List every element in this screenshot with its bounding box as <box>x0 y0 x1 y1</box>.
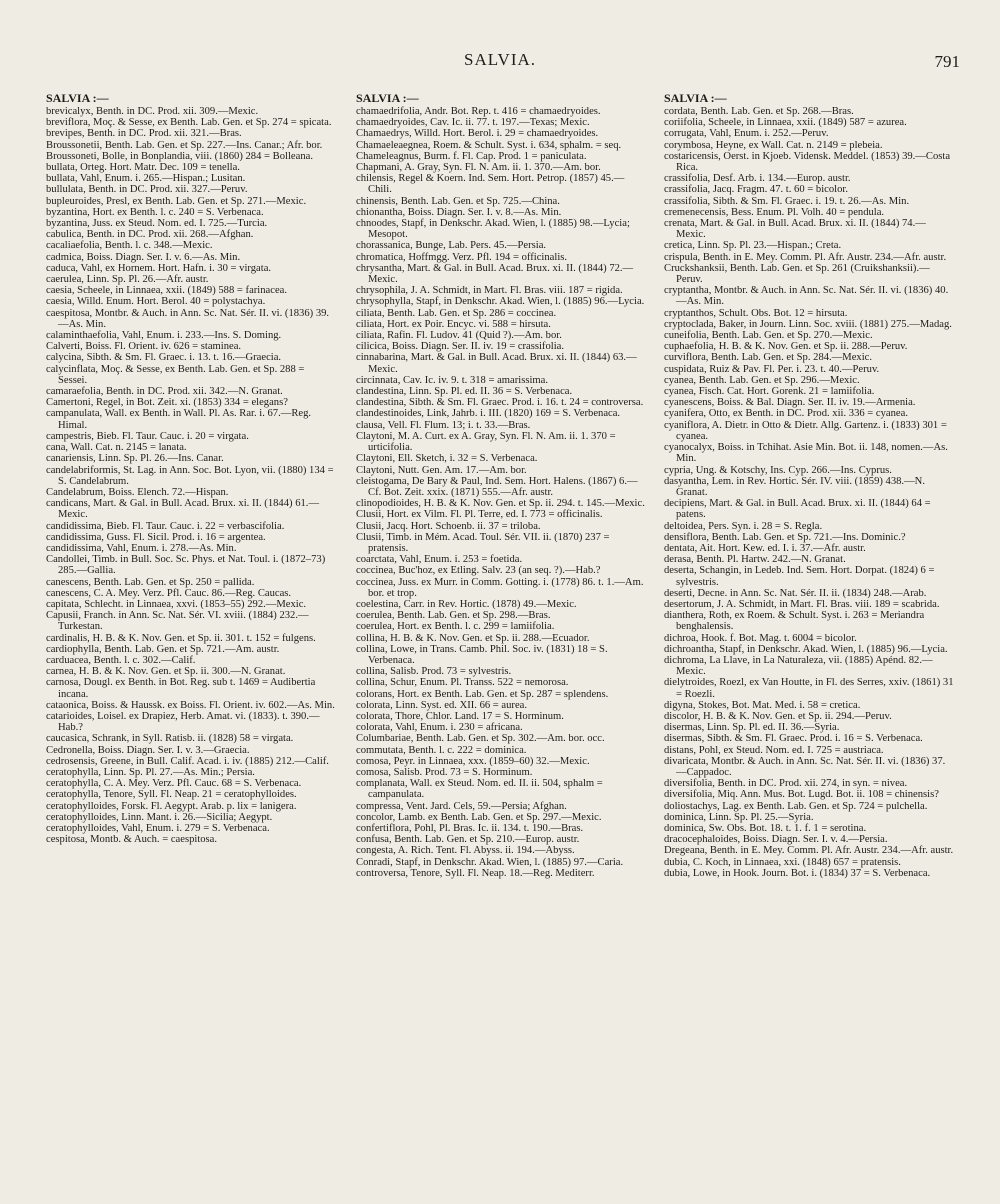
index-entry: chinensis, Benth. Lab. Gen. et Sp. 725.—China. <box>356 195 560 207</box>
page-number: 791 <box>934 52 960 71</box>
index-entry: corymbosa, Heyne, ex Wall. Cat. n. 2149 = plebeia. <box>664 139 883 151</box>
index-entry: dominica, Sw. Obs. Bot. 18. t. 1. f. 1 = serotina. <box>664 823 867 834</box>
index-entry: chnoodes, Stapf, in Denkschr. Akad. Wien, l. (1885) 98.—Lycia; Mesopot. <box>356 218 630 241</box>
index-entry: cordata, Benth. Lab. Gen. et Sp. 268.—Bras. <box>664 106 854 117</box>
entry-list <box>46 106 336 845</box>
index-entry: Columbariae, Benth. Lab. Gen. et Sp. 302.—Am. bor. occ. <box>356 733 605 745</box>
column-1 <box>46 92 336 845</box>
index-entry: cyanocalyx, Boiss. in Tchihat. Asie Min. Bot. ii. 148, nomen.—As. Min. <box>664 442 948 465</box>
page-header <box>0 50 1000 74</box>
index-entry: circinnata, Cav. Ic. iv. 9. t. 318 = amarissima. <box>356 374 548 386</box>
index-entry: Chamaedrys, Willd. Hort. Berol. i. 29 = chamaedryoides. <box>356 128 599 140</box>
index-entry: ciliata, Hort. ex Poir. Encyc. vi. 588 = hirsuta. <box>356 318 551 330</box>
index-entry: cuneifolia, Benth. Lab. Gen. et Sp. 270.—Mexic. <box>664 330 873 342</box>
column-heading: SALVIA :— <box>664 91 727 105</box>
index-entry: Claytoni, Nutt. Gen. Am. 17.—Am. bor. <box>356 464 527 476</box>
index-entry: cedrosensis, Greene, in Bull. Calif. Acad. i. iv. (1885) 212.—Calif. <box>46 755 329 767</box>
index-entry: cretica, Linn. Sp. Pl. 23.—Hispan.; Creta. <box>664 240 842 252</box>
index-entry: colorans, Hort. ex Benth. Lab. Gen. et Sp. 287 = splendens. <box>356 688 609 700</box>
index-entry: decipiens, Mart. & Gal. in Bull. Acad. Brux. xi. II. (1844) 64 = patens. <box>664 498 931 521</box>
index-entry: clandestina, Sibth. & Sm. Fl. Graec. Prod. i. 16. t. 24 = controversa. <box>356 397 644 409</box>
index-entry: cryptantha, Montbr. & Auch. in Ann. Sc. Nat. Sér. II. vi. (1836) 40.—As. Min. <box>664 285 949 308</box>
index-entry: collina, Lowe, in Trans. Camb. Phil. Soc. iv. (1831) 18 = S. Verbenaca. <box>356 643 608 666</box>
index-entry: caucasica, Schrank, in Syll. Ratisb. ii. (1828) 58 = virgata. <box>46 733 294 745</box>
index-entry: cremenecensis, Bess. Enum. Pl. Volh. 40 = pendula. <box>664 206 885 218</box>
index-entry: comosa, Peyr. in Linnaea, xxx. (1859–60) 32.—Mexic. <box>356 755 590 767</box>
index-entry: complanata, Wall. ex Steud. Nom. ed. II. ii. 504, sphalm = campanulata. <box>356 778 603 801</box>
index-entry: cana, Wall. Cat. n. 2145 = lanata. <box>46 442 187 454</box>
index-entry: ciliata, Rafin. Fl. Ludov. 41 (Quid ?).—Am. bor. <box>356 330 562 342</box>
index-entry: coriifolia, Scheele, in Linnaea, xxii. (1849) 587 = azurea. <box>664 117 907 129</box>
index-entry: caesia, Scheele, in Linnaea, xxii. (1849) 588 = farinacea. <box>46 285 287 297</box>
column-2 <box>356 92 646 879</box>
index-entry: camaraefolia, Benth. in DC. Prod. xii. 342.—N. Granat. <box>46 386 283 398</box>
index-entry: candidissima, Vahl, Enum. i. 278.—As. Min. <box>46 542 237 554</box>
index-entry: distans, Pohl, ex Steud. Nom. ed. I. 725 = austriaca. <box>664 744 884 756</box>
index-entry: deserti, Decne. in Ann. Sc. Nat. Sér. II. ii. (1834) 248.—Arab. <box>664 587 927 599</box>
index-entry: derasa, Benth. Pl. Hartw. 242.—N. Granat. <box>664 554 846 566</box>
index-entry: Candollei, Timb. in Bull. Soc. Sc. Phys. et Nat. Toul. i. (1872–73) 285.—Gallia. <box>46 554 326 577</box>
index-entry: coerulea, Benth. Lab. Gen. et Sp. 298.—Bras. <box>356 610 551 622</box>
index-entry: coccinea, Buc'hoz, ex Etling. Salv. 23 (an seq. ?).—Hab.? <box>356 565 601 577</box>
index-entry: bupleuroides, Presl, ex Benth. Lab. Gen. et Sp. 271.—Mexic. <box>46 195 307 207</box>
index-entry: cyanifera, Otto, ex Benth. in DC. Prod. xii. 336 = cyanea. <box>664 408 908 420</box>
index-entry: confusa, Benth. Lab. Gen. et Sp. 210.—Europ. austr. <box>356 834 580 846</box>
index-entry: comosa, Salisb. Prod. 73 = S. Horminum. <box>356 766 533 778</box>
index-entry: collina, H. B. & K. Nov. Gen. et Sp. ii. 288.—Ecuador. <box>356 632 590 644</box>
index-entry: costaricensis, Oerst. in Kjoeb. Vidensk. Meddel. (1853) 39.—Costa Rica. <box>664 150 951 174</box>
index-entry: colorata, Vahl, Enum. i. 230 = africana. <box>356 722 523 734</box>
index-entry: cryptoclada, Baker, in Journ. Linn. Soc. xviii. (1881) 275.—Madag. <box>664 318 952 330</box>
index-entry: diversifolia, Miq. Ann. Mus. Bot. Lugd. Bot. ii. 108 = chinensis? <box>664 789 939 801</box>
index-entry: Clusii, Jacq. Hort. Schoenb. ii. 37 = triloba. <box>356 520 541 532</box>
index-entry: calycina, Sibth. & Sm. Fl. Graec. i. 13. t. 16.—Graecia. <box>46 352 282 364</box>
index-entry: divaricata, Montbr. & Auch. in Ann. Sc. Nat. Sér. II. vi. (1836) 37.—Cappadoc. <box>664 755 946 778</box>
column-3 <box>664 92 954 879</box>
index-entry: ceratophylla, Tenore, Syll. Fl. Neap. 21 = ceratophylloides. <box>46 789 297 801</box>
index-entry: coerulea, Hort. ex Benth. l. c. 299 = lamiifolia. <box>356 621 555 633</box>
index-entry: candidissima, Guss. Fl. Sicil. Prod. i. 16 = argentea. <box>46 531 266 543</box>
index-entry: Chameleagnus, Burm. f. Fl. Cap. Prod. 1 = paniculata. <box>356 150 587 162</box>
index-entry: disermas, Sibth. & Sm. Fl. Graec. Prod. i. 16 = S. Verbenaca. <box>664 733 923 745</box>
index-entry: crassifolia, Desf. Arb. i. 134.—Europ. austr. <box>664 173 851 185</box>
index-entry: clinopodioides, H. B. & K. Nov. Gen. et Sp. ii. 294. t. 145.—Mexic. <box>356 498 645 510</box>
index-entry: deserta, Schangin, in Ledeb. Ind. Sem. Hort. Dorpat. (1824) 6 = sylvestris. <box>664 565 935 588</box>
index-entry: Broussonetii, Benth. Lab. Gen. et Sp. 227.—Ins. Canar.; Afr. bor. <box>46 139 323 151</box>
index-entry: byzantina, Juss. ex Steud. Nom. ed. I. 725.—Turcia. <box>46 218 268 230</box>
index-entry: deltoidea, Pers. Syn. i. 28 = S. Regla. <box>664 520 823 532</box>
index-entry: calycinflata, Moç. & Sesse, ex Benth. Lab. Gen. et Sp. 288 = Sessei. <box>46 363 305 386</box>
index-entry: bullata, Vahl, Enum. i. 265.—Hispan.; Lusitan. <box>46 173 246 185</box>
index-entry: clausa, Vell. Fl. Flum. 13; i. t. 33.—Bras. <box>356 419 531 431</box>
column-heading: SALVIA :— <box>46 91 109 105</box>
entry-list <box>664 106 954 879</box>
index-entry: digyna, Stokes, Bot. Mat. Med. i. 58 = cretica. <box>664 699 861 711</box>
index-entry: clandestinoides, Link, Jahrb. i. III. (1820) 169 = S. Verbenaca. <box>356 408 621 420</box>
index-entry: desertorum, J. A. Schmidt, in Mart. Fl. Bras. viii. 189 = scabrida. <box>664 598 940 610</box>
index-entry: crassifolia, Jacq. Fragm. 47. t. 60 = bicolor. <box>664 184 848 196</box>
index-entry: cuspidata, Ruiz & Pav. Fl. Per. i. 23. t. 40.—Peruv. <box>664 363 880 375</box>
index-entry: caespitosa, Montbr. & Auch. in Ann. Sc. Nat. Sér. II. vi. (1836) 39.—As. Min. <box>46 307 330 330</box>
index-entry: dichroantha, Stapf, in Denkschr. Akad. Wien, l. (1885) 96.—Lycia. <box>664 643 948 655</box>
index-entry: chrysophila, J. A. Schmidt, in Mart. Fl. Bras. viii. 187 = rigida. <box>356 285 623 297</box>
index-entry: clandestina, Linn. Sp. Pl. ed. II. 36 = S. Verbenaca. <box>356 386 573 398</box>
index-entry: chamaedryoides, Cav. Ic. ii. 77. t. 197.—Texas; Mexic. <box>356 117 590 129</box>
index-entry: carduacea, Benth. l. c. 302.—Calif. <box>46 654 196 666</box>
index-entry: capitata, Schlecht. in Linnaea, xxvi. (1853–55) 292.—Mexic. <box>46 598 307 610</box>
index-entry: Claytoni, M. A. Curt. ex A. Gray, Syn. Fl. N. Am. ii. 1. 370 = urticifolia. <box>356 430 616 454</box>
index-entry: confertiflora, Pohl, Pl. Bras. Ic. ii. 134. t. 190.—Bras. <box>356 823 584 834</box>
index-entry: commutata, Benth. l. c. 222 = dominica. <box>356 744 527 756</box>
index-entry: doliostachys, Lag. ex Benth. Lab. Gen. et Sp. 724 = pulchella. <box>664 800 928 812</box>
index-entry: canescens, Benth. Lab. Gen. et Sp. 250 = pallida. <box>46 576 255 588</box>
index-entry: dielytroides, Roezl, ex Van Houtte, in Fl. des Serres, xxiv. (1861) 31 = Roezli. <box>664 677 954 700</box>
index-entry: dracocephaloides, Boiss. Diagn. Ser. I. v. 4.—Persia. <box>664 834 888 846</box>
index-entry: brevipes, Benth. in DC. Prod. xii. 321.—Bras. <box>46 128 242 140</box>
index-entry: dasyantha, Lem. in Rev. Hortic. Sér. IV. viii. (1859) 438.—N. Granat. <box>664 475 925 498</box>
index-entry: dianthera, Roth, ex Roem. & Schult. Syst. i. 263 = Meriandra benghalensis. <box>664 610 925 633</box>
index-entry: concolor, Lamb. ex Benth. Lab. Gen. et Sp. 297.—Mexic. <box>356 811 602 823</box>
index-entry: ceratophylla, C. A. Mey. Verz. Pfl. Cauc. 68 = S. Verbenaca. <box>46 778 302 790</box>
index-entry: Chamaeleaegnea, Roem. & Schult. Syst. i. 634, sphalm. = seq. <box>356 139 622 151</box>
index-entry: Broussoneti, Bolle, in Bonplandia, viii. (1860) 284 = Bolleana. <box>46 150 313 162</box>
index-entry: byzantina, Hort. ex Benth. l. c. 240 = S. Verbenaca. <box>46 206 264 218</box>
index-entry: cleistogama, De Bary & Paul, Ind. Sem. Hort. Halens. (1867) 6.—Cf. Bot. Zeit. xxix. (1871) 555.—Afr. austr. <box>356 475 638 498</box>
index-entry: carnosa, Dougl. ex Benth. in Bot. Reg. sub t. 1469 = Audibertia incana. <box>46 677 316 700</box>
index-entry: curviflora, Benth. Lab. Gen. et Sp. 284.—Mexic. <box>664 352 873 364</box>
index-entry: Candelabrum, Boiss. Elench. 72.—Hispan. <box>46 486 229 498</box>
index-entry: Cruckshanksii, Benth. Lab. Gen. et Sp. 261 (Cruikshanksii).—Peruv. <box>664 262 930 286</box>
index-entry: breviflora, Moç. & Sesse, ex Benth. Lab. Gen. et Sp. 274 = spicata. <box>46 117 332 129</box>
index-entry: bullata, Orteg. Hort. Matr. Dec. 109 = tenella. <box>46 162 240 174</box>
index-entry: cryptanthos, Schult. Obs. Bot. 12 = hirsuta. <box>664 307 848 319</box>
index-entry: Claytoni, Ell. Sketch, i. 32 = S. Verbenaca. <box>356 453 538 465</box>
index-entry: cespitosa, Montb. & Auch. = caespitosa. <box>46 834 218 846</box>
index-entry: ceratophylloides, Linn. Mant. i. 26.—Sicilia; Aegypt. <box>46 811 273 823</box>
index-entry: Capusii, Franch. in Ann. Sc. Nat. Sér. VI. xviii. (1884) 232.—Turkestan. <box>46 610 309 633</box>
index-entry: campestris, Bieb. Fl. Taur. Cauc. i. 20 = virgata. <box>46 430 249 442</box>
index-entry: chamaedrifolia, Andr. Bot. Rep. t. 416 = chamaedryoides. <box>356 106 601 117</box>
index-entry: carnea, H. B. & K. Nov. Gen. et Sp. ii. 300.—N. Granat. <box>46 666 286 678</box>
index-entry: colorata, Linn. Syst. ed. XII. 66 = aurea. <box>356 699 528 711</box>
index-entry: Conradi, Stapf, in Denkschr. Akad. Wien, l. (1885) 97.—Caria. <box>356 856 624 868</box>
index-entry: collina, Schur, Enum. Pl. Transs. 522 = nemorosa. <box>356 677 569 689</box>
index-entry: chrysophylla, Stapf, in Denkschr. Akad. Wien, l. (1885) 96.—Lycia. <box>356 296 645 308</box>
index-entry: cypria, Ung. & Kotschy, Ins. Cyp. 266.—Ins. Cyprus. <box>664 464 892 476</box>
index-entry: Camertoni, Regel, in Bot. Zeit. xi. (1853) 334 = elegans? <box>46 397 288 409</box>
index-entry: cadmica, Boiss. Diagn. Ser. I. v. 6.—As. Min. <box>46 251 241 263</box>
index-entry: ceratophylla, Linn. Sp. Pl. 27.—As. Min.; Persia. <box>46 766 255 778</box>
index-entry: cataonica, Boiss. & Haussk. ex Boiss. Fl. Orient. iv. 602.—As. Min. <box>46 699 335 711</box>
index-entry: disermas, Linn. Sp. Pl. ed. II. 36.—Syria. <box>664 722 840 734</box>
index-entry: cacaliaefolia, Benth. l. c. 348.—Mexic. <box>46 240 213 252</box>
index-entry: Clusii, Hort. ex Vilm. Fl. Pl. Terre, ed. I. 773 = officinalis. <box>356 509 603 521</box>
index-entry: Cedronella, Boiss. Diagn. Ser. I. v. 3.—Graecia. <box>46 744 250 756</box>
index-entry: candelabriformis, St. Lag. in Ann. Soc. Bot. Lyon, vii. (1880) 134 = S. Candelabrum. <box>46 464 334 487</box>
index-entry: diversifolia, Benth. in DC. Prod. xii. 274, in syn. = nivea. <box>664 778 908 790</box>
index-entry: coarctata, Vahl, Enum. i. 253 = foetida. <box>356 554 523 566</box>
index-entry: chrysantha, Mart. & Gal. in Bull. Acad. Brux. xi. II. (1844) 72.—Mexic. <box>356 262 634 286</box>
index-entry: cardiophylla, Benth. Lab. Gen. et Sp. 721.—Am. austr. <box>46 643 280 655</box>
index-entry: dubia, C. Koch, in Linnaea, xxi. (1848) 657 = pratensis. <box>664 856 901 868</box>
index-entry: Calverti, Boiss. Fl. Orient. iv. 626 = staminea. <box>46 341 242 353</box>
index-entry: chromatica, Hoffmgg. Verz. Pfl. 194 = officinalis. <box>356 251 568 263</box>
index-entry: candidissima, Bieb. Fl. Taur. Cauc. i. 22 = verbascifolia. <box>46 520 285 532</box>
index-entry: chilensis, Regel & Koern. Ind. Sem. Hort. Petrop. (1857) 45.—Chili. <box>356 173 625 196</box>
index-entry: canescens, C. A. Mey. Verz. Pfl. Cauc. 86.—Reg. Caucas. <box>46 587 292 599</box>
index-entry: canariensis, Linn. Sp. Pl. 26.—Ins. Canar. <box>46 453 224 465</box>
index-entry: controversa, Tenore, Syll. Fl. Neap. 18.—Reg. Mediterr. <box>356 867 595 879</box>
index-entry: collina, Salisb. Prod. 73 = sylvestris. <box>356 666 512 678</box>
index-entry: crassifolia, Sibth. & Sm. Fl. Graec. i. 19. t. 26.—As. Min. <box>664 195 910 207</box>
index-entry: dominica, Linn. Sp. Pl. 25.—Syria. <box>664 811 814 823</box>
index-entry: catarioides, Loisel. ex Drapiez, Herb. Amat. vi. (1833). t. 390.—Hab.? <box>46 710 320 734</box>
index-entry: campanulata, Wall. ex Benth. in Wall. Pl. As. Rar. i. 67.—Reg. Himal. <box>46 408 312 431</box>
index-entry: chorassanica, Bunge, Lab. Pers. 45.—Persia. <box>356 240 547 252</box>
index-entry: colorata, Thore, Chlor. Land. 17 = S. Horminum. <box>356 710 564 722</box>
index-entry: coccinea, Juss. ex Murr. in Comm. Gotting. i. (1778) 86. t. 1.—Am. bor. et trop. <box>356 576 644 599</box>
index-entry: caesia, Willd. Enum. Hort. Berol. 40 = polystachya. <box>46 296 266 308</box>
index-entry: Clusii, Timb. in Mém. Acad. Toul. Sér. VII. ii. (1870) 237 = pratensis. <box>356 531 610 554</box>
index-entry: congesta, A. Rich. Tent. Fl. Abyss. ii. 194.—Abyss. <box>356 845 575 857</box>
column-heading: SALVIA :— <box>356 91 419 105</box>
index-entry: cyanescens, Boiss. & Bal. Diagn. Ser. II. iv. 19.—Armenia. <box>664 397 916 409</box>
index-entry: calaminthaefolia, Vahl, Enum. i. 233.—Ins. S. Doming. <box>46 330 282 342</box>
index-entry: candicans, Mart. & Gal. in Bull. Acad. Brux. xi. II. (1844) 61.—Mexic. <box>46 498 320 521</box>
index-entry: brevicalyx, Benth. in DC. Prod. xii. 309.—Mexic. <box>46 106 259 117</box>
index-entry: ceratophylloides, Vahl, Enum. i. 279 = S. Verbenaca. <box>46 823 270 834</box>
index-entry: Chapmani, A. Gray, Syn. Fl. N. Am. ii. 1. 370.—Am. bor. <box>356 162 601 174</box>
index-entry: Dregeana, Benth. in E. Mey. Comm. Pl. Afr. Austr. 234.—Afr. austr. <box>664 845 954 857</box>
index-entry: cyaniflora, A. Dietr. in Otto & Dietr. Allg. Gartenz. i. (1833) 301 = cyanea. <box>664 419 947 442</box>
index-entry: densiflora, Benth. Lab. Gen. et Sp. 721.—Ins. Dominic.? <box>664 531 906 543</box>
index-entry: cinnabarina, Mart. & Gal. in Bull. Acad. Brux. xi. II. (1844) 63.—Mexic. <box>356 352 637 375</box>
index-entry: dubia, Lowe, in Hook. Journ. Bot. i. (1834) 37 = S. Verbenaca. <box>664 867 931 879</box>
index-entry: discolor, H. B. & K. Nov. Gen. et Sp. ii. 294.—Peruv. <box>664 710 892 722</box>
index-entry: crenata, Mart. & Gal. in Bull. Acad. Brux. xi. II. (1844) 74.—Mexic. <box>664 218 926 241</box>
index-entry: cyanea, Benth. Lab. Gen. et Sp. 296.—Mexic. <box>664 374 860 386</box>
index-entry: dichroma, La Llave, in La Naturaleza, vii. (1885) Apénd. 82.—Mexic. <box>664 654 933 678</box>
running-title: SALVIA. <box>463 50 537 69</box>
index-entry: coelestina, Carr. in Rev. Hortic. (1878) 49.—Mexic. <box>356 598 577 610</box>
index-entry: cabulica, Benth. in DC. Prod. xii. 268.—Afghan. <box>46 229 254 241</box>
index-entry: corrugata, Vahl, Enum. i. 252.—Peruv. <box>664 128 829 140</box>
index-entry: cuphaefolia, H. B. & K. Nov. Gen. et Sp. ii. 288.—Peruv. <box>664 341 908 353</box>
entry-list <box>356 106 646 879</box>
index-entry: ciliata, Benth. Lab. Gen. et Sp. 286 = coccinea. <box>356 307 557 319</box>
index-entry: chionantha, Boiss. Diagn. Ser. I. v. 8.—As. Min. <box>356 206 562 218</box>
index-entry: cilicica, Boiss. Diagn. Ser. II. iv. 19 = crassifolia. <box>356 341 564 353</box>
index-entry: cyanea, Fisch. Cat. Hort. Gorenk. 21 = lamiifolia. <box>664 386 875 398</box>
index-entry: ceratophylloides, Forsk. Fl. Aegypt. Arab. p. lix = lanigera. <box>46 800 297 812</box>
index-entry: caerulea, Linn. Sp. Pl. 26.—Afr. austr. <box>46 274 209 286</box>
index-entry: caduca, Vahl, ex Hornem. Hort. Hafn. i. 30 = virgata. <box>46 262 272 274</box>
index-entry: compressa, Vent. Jard. Cels, 59.—Persia; Afghan. <box>356 800 567 812</box>
index-entry: bullulata, Benth. in DC. Prod. xii. 327.—Peruv. <box>46 184 248 196</box>
index-entry: dentata, Ait. Hort. Kew. ed. I. i. 37.—Afr. austr. <box>664 542 866 554</box>
index-entry: crispula, Benth. in E. Mey. Comm. Pl. Afr. Austr. 234.—Afr. austr. <box>664 251 947 263</box>
index-entry: dichroa, Hook. f. Bot. Mag. t. 6004 = bicolor. <box>664 632 857 644</box>
index-entry: cardinalis, H. B. & K. Nov. Gen. et Sp. ii. 301. t. 152 = fulgens. <box>46 632 316 644</box>
